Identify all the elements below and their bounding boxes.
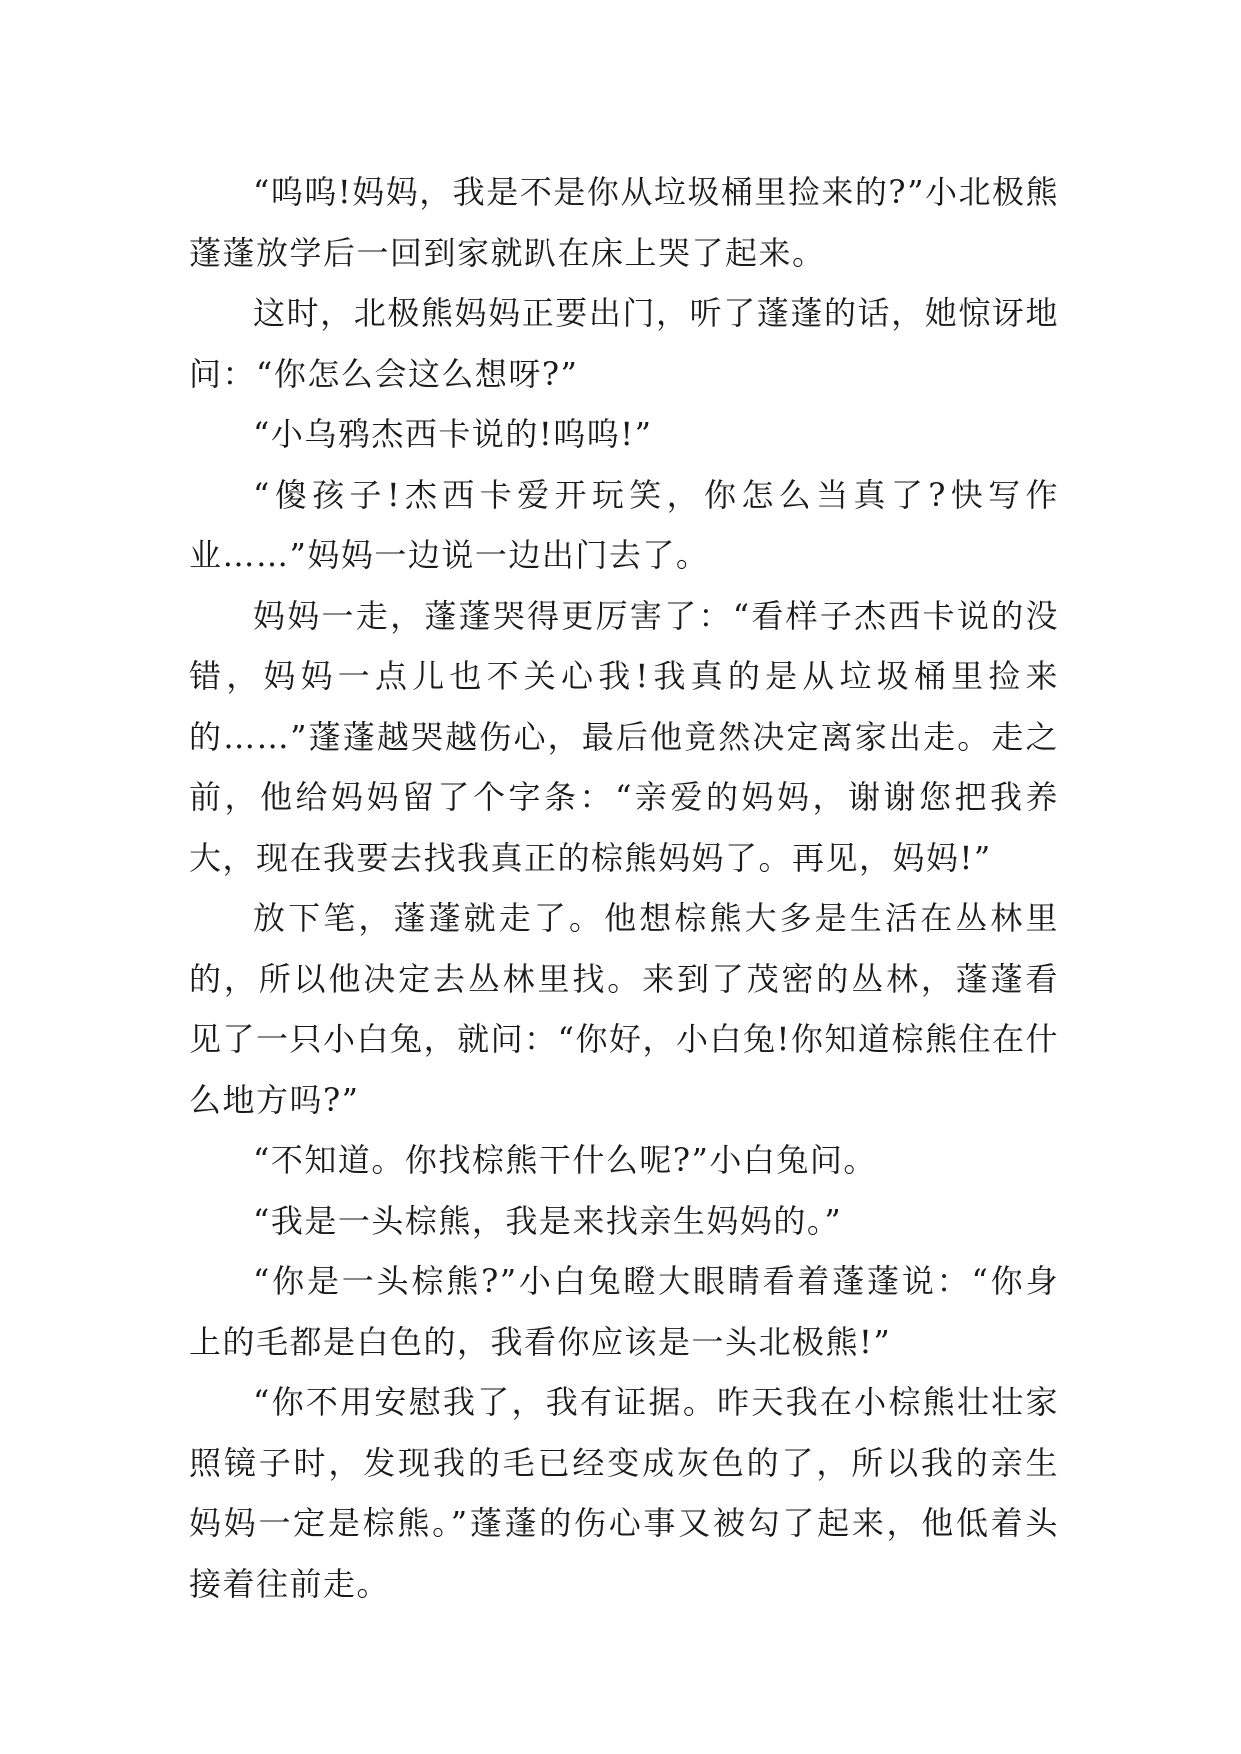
paragraph-6: 放下笔，蓬蓬就走了。他想棕熊大多是生活在丛林里的，所以他决定去丛林里找。来到了茂密的丛林，蓬蓬看见了一只小白兔，就问：“你好，小白兔!你知道棕熊住在什么地方吗?” (189, 899, 1059, 1119)
paragraph-8: “我是一头棕熊，我是来找亲生妈妈的。” (253, 1201, 843, 1240)
paragraph-2: 这时，北极熊妈妈正要出门，听了蓬蓬的话，她惊讶地问：“你怎么会这么想呀?” (189, 294, 1059, 393)
paragraph-4: “傻孩子!杰西卡爱开玩笑，你怎么当真了?快写作业……”妈妈一边说一边出门去了。 (189, 475, 1059, 574)
paragraph-1: “呜呜!妈妈，我是不是你从垃圾桶里捡来的?”小北极熊蓬蓬放学后一回到家就趴在床上哭了起来。 (189, 173, 1059, 272)
paragraph-9: “你是一头棕熊?”小白兔瞪大眼睛看着蓬蓬说：“你身上的毛都是白色的，我看你应该是一头北极熊!” (189, 1262, 1059, 1361)
paragraph-3: “小乌鸦杰西卡说的!呜呜!” (253, 415, 653, 453)
story-text (189, 162, 1059, 1614)
paragraph-5: 妈妈一走，蓬蓬哭得更厉害了：“看样子杰西卡说的没错，妈妈一点儿也不关心我!我真的是从垃圾桶里捡来的……”蓬蓬越哭越伤心，最后他竟然决定离家出走。走之前，他给妈妈留了个字条：“亲爱的妈妈，谢谢您把我养大，现在我要去找我真正的棕熊妈妈了。再见，妈妈!” (189, 596, 1059, 877)
paragraph-10: “你不用安慰我了，我有证据。昨天我在小棕熊壮壮家照镜子时，发现我的毛已经变成灰色的了，所以我的亲生妈妈一定是棕熊。”蓬蓬的伤心事又被勾了起来，他低着头接着往前走。 (189, 1383, 1059, 1603)
paragraph-7: “不知道。你找棕熊干什么呢?”小白兔问。 (253, 1141, 877, 1179)
